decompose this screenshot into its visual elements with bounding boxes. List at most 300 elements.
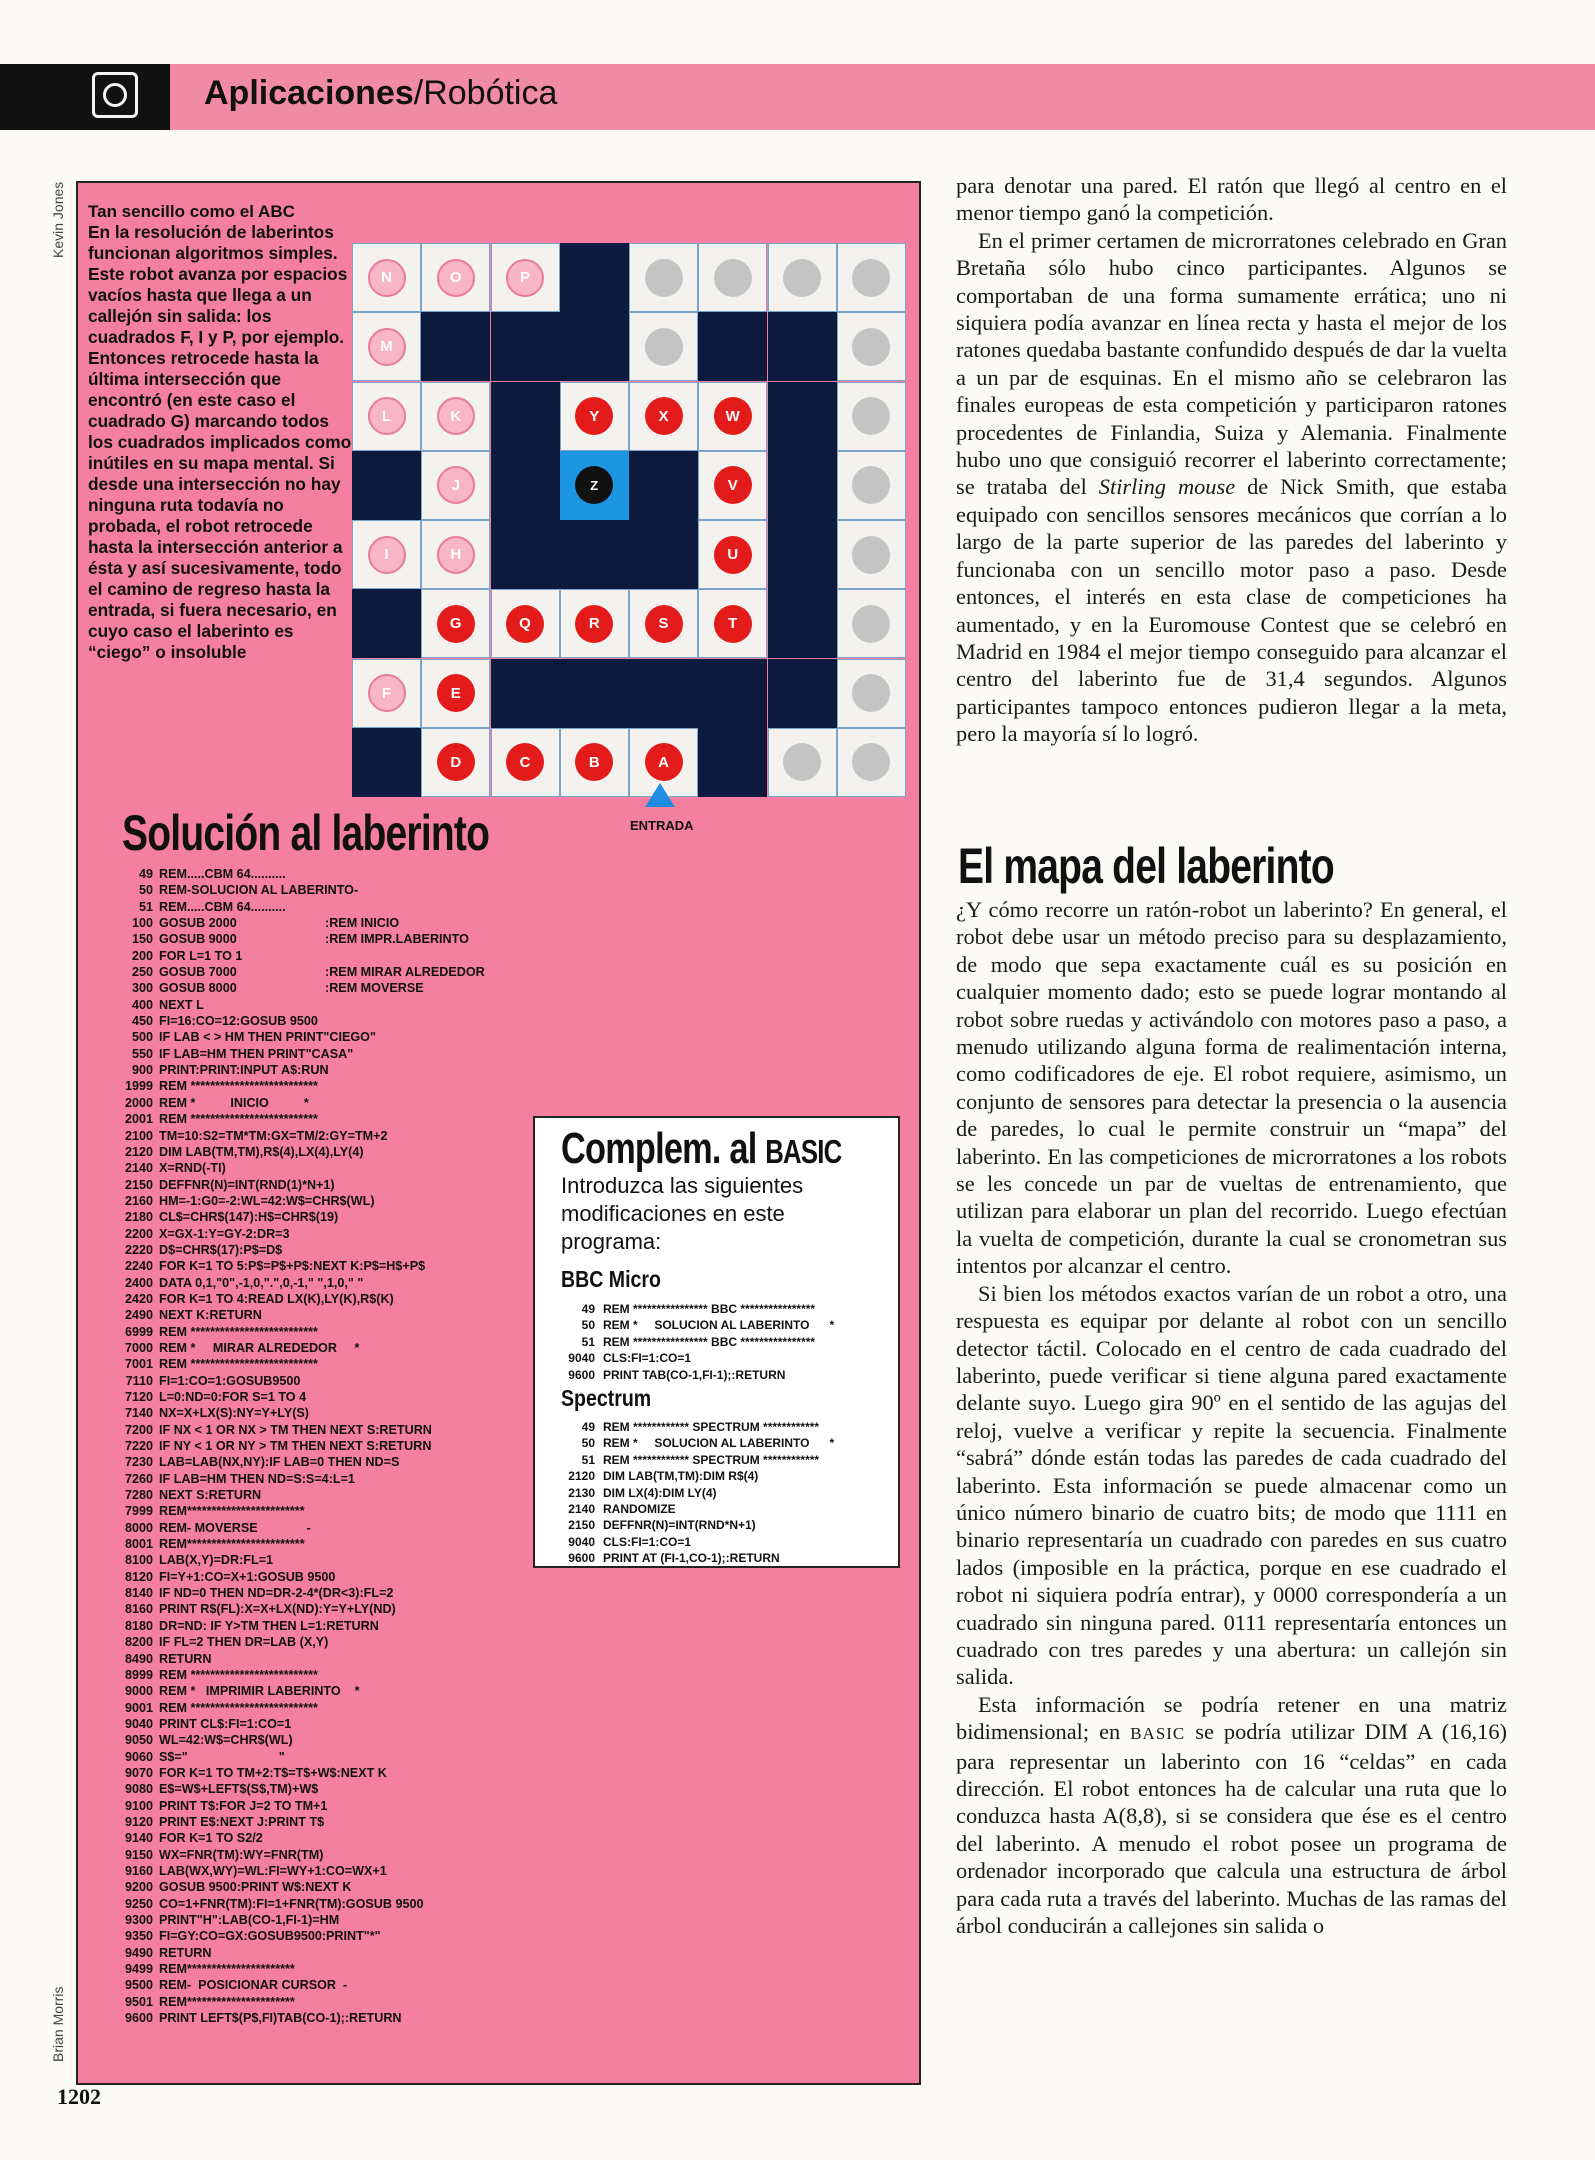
listing-line	[115, 980, 432, 996]
line-code: D$=CHR$(17):P$=D$	[159, 1242, 283, 1257]
listing-line	[115, 1749, 432, 1765]
line-code: REM.....CBM 64..........	[159, 867, 286, 881]
line-code: PRINT LEFT$(P$,FI)TAB(CO-1);:RETURN	[159, 2011, 402, 2026]
line-number: 8160	[124, 1602, 153, 1617]
line-code: DEFFNR(N)=INT(RND(1)*N+1)	[159, 1177, 335, 1192]
caption-title: Tan sencillo como el ABC	[88, 202, 295, 221]
maze-cell	[352, 520, 421, 589]
listing-line	[115, 1863, 432, 1879]
line-code: PRINT:PRINT:INPUT A$:RUN	[159, 1063, 329, 1078]
line-code: RETURN	[159, 1651, 212, 1666]
line-code: IF ND=0 THEN ND=DR-2-4*(DR<3):FL=2	[159, 1586, 394, 1601]
line-code: S$=" "	[159, 1749, 285, 1764]
listing-line	[115, 1275, 432, 1291]
photo-credit-bottom: Brian Morris	[50, 1986, 66, 2062]
line-code: FI=Y+1:CO=X+1:GOSUB 9500	[159, 1569, 336, 1584]
maze-square-A: A	[645, 743, 683, 781]
line-number: 8140	[124, 1586, 153, 1601]
listing-line	[115, 1830, 432, 1846]
maze-wall	[629, 520, 698, 589]
listing-line	[115, 1487, 432, 1503]
maze-square-M: M	[368, 328, 406, 366]
line-code: IF LAB < > HM THEN PRINT"CIEGO"	[159, 1030, 376, 1045]
line-code: FOR K=1 TO 4:READ LX(K),LY(K),R$(K)	[159, 1291, 394, 1306]
listing-line	[115, 1814, 432, 1830]
line-number: 9000	[124, 1684, 153, 1699]
line-number: 900	[131, 1063, 153, 1078]
listing-line	[115, 1389, 432, 1405]
maze-wall	[491, 659, 560, 728]
maze-cell	[421, 728, 490, 797]
listing-line	[115, 866, 432, 882]
listing-line	[115, 1651, 432, 1667]
line-number: 8100	[124, 1553, 153, 1568]
unvisited-marker	[714, 259, 752, 297]
maze-cell	[698, 520, 767, 589]
maze-wall	[698, 728, 767, 797]
listing-line	[115, 1879, 432, 1895]
line-number: 50	[138, 883, 153, 898]
bbc-listing	[561, 1301, 834, 1383]
maze-cell	[837, 589, 906, 658]
line-code: REM- POSICIONAR CURSOR -	[159, 1978, 348, 1993]
line-number: 9100	[124, 1798, 153, 1813]
line-number: 9060	[124, 1749, 153, 1764]
line-number: 9040	[568, 1534, 595, 1549]
section-title: Aplicaciones/Robótica	[204, 74, 558, 112]
listing-line	[115, 1356, 432, 1372]
maze-cell	[629, 312, 698, 381]
maze-wall	[629, 451, 698, 520]
line-number: 100	[131, 916, 153, 931]
line-number: 7280	[124, 1488, 153, 1503]
maze-square-X: X	[645, 397, 683, 435]
line-number: 2420	[124, 1291, 153, 1306]
listing-line	[115, 1798, 432, 1814]
listing-line	[115, 1536, 432, 1552]
line-remark: :REM INICIO	[325, 916, 400, 931]
line-number: 450	[131, 1014, 153, 1029]
maze-square-I: I	[368, 536, 406, 574]
listing-line	[115, 997, 432, 1013]
line-code: WL=42:W$=CHR$(WL)	[159, 1733, 293, 1748]
listing-line	[115, 1961, 432, 1977]
maze-wall	[768, 451, 837, 520]
listing-line	[115, 1373, 432, 1389]
line-code: DEFFNR(N)=INT(RND*N+1)	[603, 1518, 756, 1533]
maze-wall	[768, 312, 837, 381]
maze-cell	[698, 589, 767, 658]
listing-line	[561, 1334, 834, 1350]
maze-cell	[421, 243, 490, 312]
listing-line	[115, 1144, 432, 1160]
line-code: REM************************	[159, 1504, 305, 1519]
maze-cell	[629, 243, 698, 312]
solution-title: Solución al laberinto	[122, 805, 490, 861]
maze-cell	[698, 382, 767, 451]
line-code: REM-SOLUCION AL LABERINTO-	[159, 883, 359, 898]
line-code: GOSUB 8000	[159, 981, 237, 996]
line-number: 2240	[124, 1259, 153, 1274]
listing-line	[561, 1485, 834, 1501]
line-number: 2150	[568, 1518, 595, 1533]
line-code: PRINT"H":LAB(CO-1,FI-1)=HM	[159, 1913, 340, 1927]
maze-square-U: U	[714, 536, 752, 574]
line-number: 50	[581, 1318, 595, 1333]
maze-square-N: N	[368, 259, 406, 297]
line-code: NX=X+LX(S):NY=Y+LY(S)	[159, 1406, 310, 1421]
line-number: 9200	[124, 1880, 153, 1895]
listing-line	[115, 1324, 432, 1340]
line-code: L=0:ND=0:FOR S=1 TO 4	[159, 1390, 307, 1404]
maze-diagram	[352, 243, 906, 797]
section-heading: El mapa del laberinto	[958, 838, 1334, 894]
line-code: GOSUB 7000	[159, 965, 237, 980]
line-number: 51	[138, 899, 153, 914]
maze-cell	[837, 659, 906, 728]
listing-line	[115, 1128, 432, 1144]
line-number: 2000	[124, 1095, 153, 1110]
listing-line	[115, 1977, 432, 1993]
listing-line	[115, 1111, 432, 1127]
line-code: FOR K=1 TO S2/2	[159, 1831, 263, 1846]
listing-line	[115, 1160, 432, 1176]
line-number: 7001	[124, 1357, 153, 1372]
listing-line	[115, 1552, 432, 1568]
line-code: FI=1:CO=1:GOSUB9500	[159, 1373, 301, 1388]
listing-line	[115, 1994, 432, 2010]
maze-wall	[768, 520, 837, 589]
line-code: IF NY < 1 OR NY > TM THEN NEXT S:RETURN	[159, 1439, 432, 1454]
maze-wall	[629, 659, 698, 728]
maze-square-D: D	[437, 743, 475, 781]
listing-line	[561, 1301, 834, 1317]
line-number: 7230	[124, 1455, 153, 1470]
listing-line	[115, 1291, 432, 1307]
unvisited-marker	[645, 259, 683, 297]
line-code: DR=ND: IF Y>TM THEN L=1:RETURN	[159, 1618, 379, 1633]
maze-cell	[837, 243, 906, 312]
line-code: DATA 0,1,"0",-1,0,".",0,-1," ",1,0," "	[159, 1275, 364, 1290]
line-code: REM ************ SPECTRUM ************	[603, 1452, 820, 1467]
line-number: 8999	[124, 1667, 153, 1682]
line-code: REM * MIRAR ALREDEDOR *	[159, 1340, 360, 1355]
line-code: IF LAB=HM THEN ND=S:S=4:L=1	[159, 1471, 355, 1486]
line-number: 1999	[124, 1079, 153, 1094]
line-number: 7120	[124, 1390, 153, 1404]
maze-cell	[629, 382, 698, 451]
line-number: 200	[131, 948, 153, 963]
maze-square-F: F	[368, 674, 406, 712]
listing-line	[115, 931, 469, 947]
listing-line	[115, 1078, 432, 1094]
line-number: 7220	[124, 1439, 153, 1454]
line-number: 9070	[124, 1765, 153, 1780]
maze-cell	[560, 589, 629, 658]
line-remark: :REM MIRAR ALREDEDOR	[325, 965, 485, 980]
unvisited-marker	[852, 397, 890, 435]
listing-line	[561, 1435, 834, 1451]
header-block	[0, 64, 170, 130]
maze-cell	[421, 589, 490, 658]
article-paragraph: para denotar una pared. El ratón que llegó al centro en el menor tiempo ganó la competición.	[956, 173, 1507, 226]
unvisited-marker	[852, 259, 890, 297]
maze-centre-cell	[560, 451, 629, 520]
line-code: LAB(WX,WY)=WL:FI=WY+1:CO=WX+1	[159, 1863, 387, 1878]
line-code: REM **************************	[159, 1667, 318, 1682]
line-code: FI=GY:CO=GX:GOSUB9500:PRINT"*"	[159, 1929, 381, 1944]
maze-cell	[352, 382, 421, 451]
line-code: IF LAB=HM THEN PRINT"CASA"	[159, 1046, 354, 1061]
listing-line	[115, 1062, 432, 1078]
maze-wall	[491, 312, 560, 381]
unvisited-marker	[783, 259, 821, 297]
maze-wall	[560, 520, 629, 589]
maze-caption	[88, 201, 352, 663]
listing-line	[561, 1367, 834, 1383]
entrance-arrow-icon	[645, 783, 675, 807]
listing-line	[561, 1517, 834, 1533]
listing-line	[561, 1534, 834, 1550]
line-code: WX=FNR(TM):WY=FNR(TM)	[159, 1847, 324, 1862]
line-number: 50	[581, 1436, 595, 1451]
listing-line	[115, 1700, 432, 1716]
line-code: RANDOMIZE	[603, 1502, 676, 1517]
maze-cell	[698, 243, 767, 312]
line-code: REM **************** BBC ****************	[603, 1302, 816, 1316]
maze-square-W: W	[714, 397, 752, 435]
basic-listing	[115, 866, 485, 2026]
line-number: 400	[131, 997, 153, 1012]
line-number: 300	[131, 981, 153, 996]
line-number: 9250	[124, 1896, 153, 1911]
line-code: HM=-1:G0=-2:WL=42:W$=CHR$(WL)	[159, 1193, 375, 1208]
maze-wall	[560, 312, 629, 381]
listing-line	[115, 1340, 432, 1356]
listing-line	[115, 1471, 432, 1487]
listing-line	[115, 1847, 432, 1863]
robot-mouse-icon: Z	[575, 466, 613, 504]
listing-line	[561, 1317, 834, 1333]
line-number: 51	[581, 1334, 595, 1349]
line-code: FOR K=1 TO TM+2:T$=T$+W$:NEXT K	[159, 1765, 387, 1780]
maze-wall	[768, 589, 837, 658]
maze-cell	[698, 451, 767, 520]
maze-cell	[491, 243, 560, 312]
listing-line	[115, 1013, 432, 1029]
listing-line	[115, 964, 485, 980]
listing-line	[115, 948, 432, 964]
line-code: REM * SOLUCION AL LABERINTO *	[603, 1318, 835, 1333]
line-number: 2200	[124, 1226, 153, 1241]
line-code: NEXT S:RETURN	[159, 1488, 262, 1503]
line-code: NEXT K:RETURN	[159, 1308, 262, 1323]
listing-line	[115, 1716, 432, 1732]
listing-line	[115, 1029, 432, 1045]
line-code: PRINT R$(FL):X=X+LX(ND):Y=Y+LY(ND)	[159, 1602, 396, 1617]
listing-line	[115, 1618, 432, 1634]
line-number: 9150	[124, 1847, 153, 1862]
line-code: E$=W$+LEFT$(S$,TM)+W$	[159, 1782, 319, 1797]
maze-cell	[837, 520, 906, 589]
line-code: REM **************************	[159, 1079, 318, 1094]
line-code: CLS:FI=1:CO=1	[603, 1534, 692, 1549]
line-remark: :REM MOVERSE	[325, 981, 424, 996]
line-number: 8000	[124, 1520, 153, 1535]
listing-line	[115, 882, 432, 898]
line-number: 7999	[124, 1504, 153, 1519]
line-code: PRINT T$:FOR J=2 TO TM+1	[159, 1798, 328, 1813]
maze-cell	[768, 243, 837, 312]
line-number: 7000	[124, 1340, 153, 1355]
maze-cell	[491, 589, 560, 658]
maze-wall	[698, 312, 767, 381]
maze-cell	[421, 382, 490, 451]
line-number: 2150	[124, 1177, 153, 1192]
line-code: LAB=LAB(NX,NY):IF LAB=0 THEN ND=S	[159, 1455, 400, 1470]
listing-line	[115, 1781, 432, 1797]
line-number: 51	[581, 1452, 595, 1467]
line-code: IF FL=2 THEN DR=LAB (X,Y)	[159, 1635, 329, 1650]
article-paragraph: Esta información se podría retener en una matriz bidimensional; en BASIC se podría utilizar DIM A (16,16) para representar un laberinto con 16 “celdas” en cada dirección. El robot entonces ha de calcular una ruta que lo conduzca hasta A(8,8), si se considera que ése es el centro del laberinto. A menudo el robot posee un programa de ordenador incorporado que calcula una estructura de árbol para cada ruta a través del laberinto. Muchas de las ramas del árbol conducirán a callejones sin salida o	[956, 1691, 1507, 1939]
maze-cell	[837, 451, 906, 520]
listing-line	[115, 1177, 432, 1193]
line-code: RETURN	[159, 1945, 212, 1960]
line-number: 49	[581, 1420, 595, 1434]
line-number: 2130	[568, 1485, 595, 1500]
line-code: IF NX < 1 OR NX > TM THEN NEXT S:RETURN	[159, 1422, 432, 1437]
unvisited-marker	[852, 743, 890, 781]
maze-wall	[698, 659, 767, 728]
caption-body: En la resolución de laberintos funcionan algoritmos simples. Este robot avanza por espacios vacíos hasta que llega a un callejón sin salida: los cuadrados F, I y P, por ejemplo. Entonces retrocede hasta la última intersección que encontró (en este caso el cuadrado G) marcando todos los cuadrados implicados como inútiles en su mapa mental. Si desde una intersección no hay ninguna ruta todavía no probada, el robot retrocede hasta la intersección anterior a ésta y así sucesivamente, todo el camino de regreso hasta la entrada, si fuera necesario, en cuyo caso el laberinto es “ciego” o insoluble	[88, 222, 352, 662]
line-number: 2001	[124, 1112, 153, 1127]
listing-line	[115, 1405, 432, 1421]
article-column-bottom	[956, 896, 1507, 1939]
line-code: X=GX-1:Y=GY-2:DR=3	[159, 1226, 290, 1241]
maze-square-K: K	[437, 397, 475, 435]
line-code: DIM LX(4):DIM LY(4)	[603, 1485, 717, 1500]
line-code: REM **************************	[159, 1700, 318, 1715]
listing-line	[115, 1046, 432, 1062]
line-number: 8490	[124, 1651, 153, 1666]
line-number: 2140	[568, 1502, 595, 1517]
maze-square-R: R	[575, 605, 613, 643]
unvisited-marker	[852, 328, 890, 366]
line-number: 7200	[124, 1422, 153, 1437]
listing-line	[115, 1683, 432, 1699]
line-code: REM * INICIO *	[159, 1095, 309, 1110]
line-number: 2180	[124, 1210, 153, 1225]
line-number: 2400	[124, 1275, 153, 1290]
page-number: 1202	[57, 2084, 101, 2109]
maze-square-T: T	[714, 605, 752, 643]
line-number: 9490	[124, 1945, 153, 1960]
maze-cell	[421, 520, 490, 589]
line-remark: :REM IMPR.LABERINTO	[325, 932, 469, 947]
maze-cell	[560, 382, 629, 451]
entrance-label: ENTRADA	[630, 818, 694, 833]
line-code: REM **************************	[159, 1357, 318, 1372]
line-code: PRINT TAB(CO-1,FI-1);:RETURN	[603, 1367, 786, 1382]
line-code: NEXT L	[159, 997, 204, 1012]
listing-line	[115, 1226, 432, 1242]
listing-line	[561, 1350, 834, 1366]
maze-cell	[560, 728, 629, 797]
line-number: 9140	[124, 1831, 153, 1846]
maze-square-L: L	[368, 397, 406, 435]
listing-line	[115, 1928, 432, 1944]
listing-line	[115, 1896, 432, 1912]
listing-line	[115, 1307, 432, 1323]
line-number: 8001	[124, 1537, 153, 1552]
line-code: GOSUB 9500:PRINT W$:NEXT K	[159, 1880, 352, 1895]
spectrum-heading: Spectrum	[561, 1385, 652, 1411]
listing-line	[115, 1209, 432, 1225]
line-code: GOSUB 2000	[159, 916, 237, 931]
line-code: REM.....CBM 64..........	[159, 899, 286, 914]
line-number: 8200	[124, 1635, 153, 1650]
maze-wall	[352, 728, 421, 797]
complement-title: Complem. al BASIC	[561, 1124, 842, 1173]
line-number: 9050	[124, 1733, 153, 1748]
line-number: 9500	[124, 1978, 153, 1993]
line-code: REM**********************	[159, 1994, 295, 2009]
maze-wall	[768, 382, 837, 451]
line-code: FI=16:CO=12:GOSUB 9500	[159, 1014, 318, 1029]
line-number: 9040	[568, 1351, 595, 1366]
listing-line	[115, 1601, 432, 1617]
line-code: REM- MOVERSE -	[159, 1520, 311, 1535]
line-number: 9001	[124, 1700, 153, 1715]
listing-line	[115, 1258, 432, 1274]
robotics-logo-icon	[92, 72, 138, 118]
line-code: DIM LAB(TM,TM),R$(4),LX(4),LY(4)	[159, 1144, 364, 1159]
maze-wall	[491, 520, 560, 589]
photo-credit-top: Kevin Jones	[50, 181, 66, 258]
line-code: GOSUB 9000	[159, 932, 237, 947]
maze-square-Y: Y	[575, 397, 613, 435]
listing-line	[115, 915, 432, 931]
maze-square-H: H	[437, 536, 475, 574]
line-code: REM ************ SPECTRUM ************	[603, 1420, 820, 1434]
article-column-top	[956, 172, 1507, 748]
line-number: 2120	[568, 1469, 595, 1484]
line-code: CL$=CHR$(147):H$=CHR$(19)	[159, 1210, 339, 1225]
listing-line	[115, 899, 432, 915]
maze-cell	[768, 728, 837, 797]
line-number: 9080	[124, 1782, 153, 1797]
line-number: 8180	[124, 1618, 153, 1633]
listing-line	[115, 1765, 432, 1781]
listing-line	[115, 1242, 432, 1258]
listing-line	[115, 1095, 432, 1111]
maze-cell	[421, 659, 490, 728]
listing-line	[561, 1419, 834, 1435]
line-number: 150	[131, 932, 153, 947]
article-paragraph: Si bien los métodos exactos varían de un robot a otro, una respuesta es equipar por delante al robot con un sencillo detector táctil. Colocado en el centro de cada cuadrado del laberinto, puede verificar si tiene alguna pared exactamente delante suyo. Luego gira 90º en el sentido de las agujas del reloj, vuelve a verificar y repite la secuencia. Finalmente “sabrá” dónde están todas las paredes de cada cuadrado del laberinto. Esta información se puede almacenar como un único número binario de cuatro bits; de modo que 1111 en binario representaría un cuadrado con paredes en sus cuatro lados (imposible en la práctica, porque en ese cuadrado el robot ni siquiera podría entrar), y 0000 correspondería a un cuadrado sin ninguna pared. 0111 representaría entonces un cuadrado con tres paredes y una abertura: un callejón sin salida.	[956, 1280, 1507, 1690]
line-code: TM=10:S2=TM*TM:GX=TM/2:GY=TM+2	[159, 1128, 388, 1143]
line-number: 9600	[568, 1367, 595, 1382]
line-code: PRINT E$:NEXT J:PRINT T$	[159, 1814, 325, 1829]
listing-line	[115, 1438, 432, 1454]
line-code: DIM LAB(TM,TM):DIM R$(4)	[603, 1469, 759, 1484]
unvisited-marker	[852, 674, 890, 712]
line-code: REM * IMPRIMIR LABERINTO *	[159, 1684, 360, 1699]
article-paragraph: En el primer certamen de microrratones celebrado en Gran Bretaña sólo hubo cinco participantes. Algunos se comportaban de una forma sumamente errática; uno ni siquiera podía avanzar en línea recta y hasta el mejor de los ratones quedaba bastante confundido después de dar la vuelta a un par de esquinas. En el mismo año se celebraron las finales europeas de esta competición y participaron ratones procedentes de Finlandia, Suiza y Alemania. Finalmente hubo uno que consiguió recorrer el laberinto correctamente; se trataba del Stirling mouse de Nick Smith, que estaba equipado con sencillos sensores mecánicos que corrían a lo largo de la parte superior de las paredes del laberinto y funcionaba con un sencillo motor paso a paso. Desde entonces, el interés en esta clase de competiciones ha aumentado, y en la Euromouse Contest que se celebró en Madrid en 1984 el mejor tiempo conseguido para alcanzar el centro del laberinto fue de 31,4 segundos. Algunos participantes tampoco entonces pudieron llegar a la meta, pero la mayoría sí lo logró.	[956, 227, 1507, 747]
listing-line	[561, 1468, 834, 1484]
maze-cell	[491, 728, 560, 797]
line-number: 2120	[124, 1144, 153, 1159]
